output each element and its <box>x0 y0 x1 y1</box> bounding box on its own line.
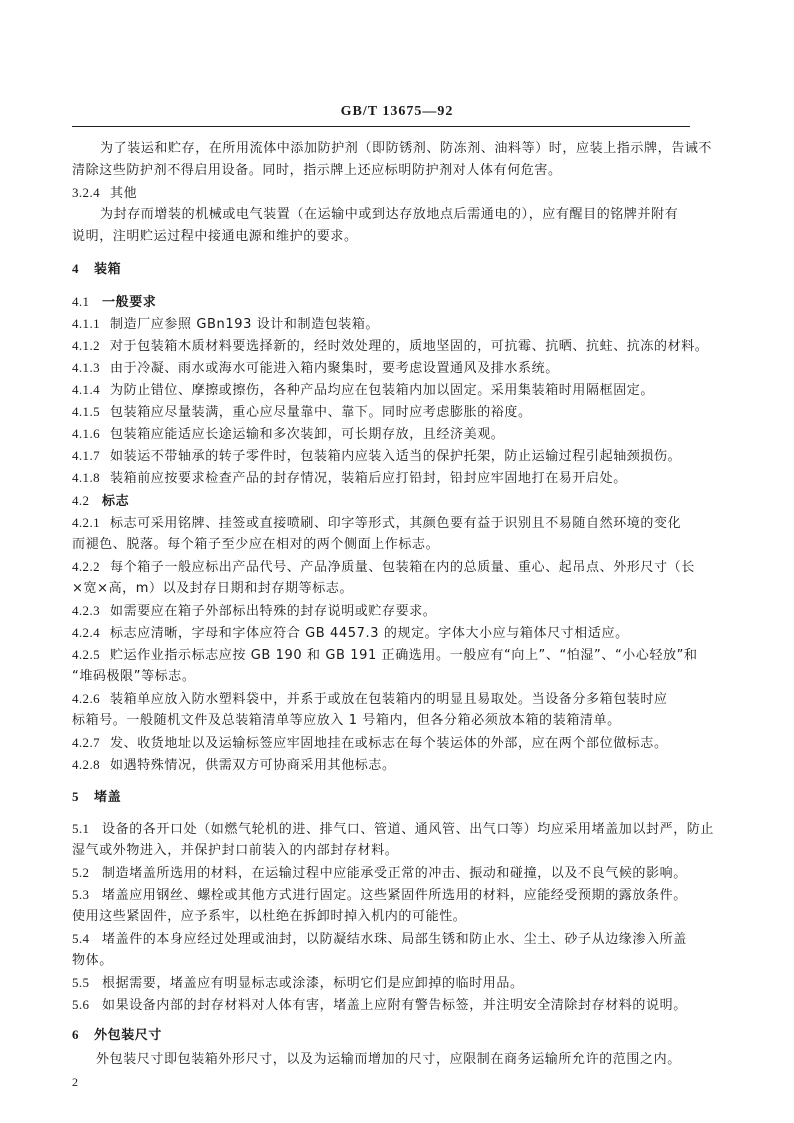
clause-line: 5.2 制造堵盖所选用的材料，在运输过程中应能承受正常的冲击、振动和碰撞，以及不良气候的影响。 <box>72 865 687 881</box>
paragraph-line: “堆码极限”等标志。 <box>72 669 196 684</box>
clause-line: 4.2.5 贮运作业指示标志应按 GB 190 和 GB 191 正确选用。一般应有“向上”、“怕湿”、“小心轻放”和 <box>72 647 698 663</box>
section-heading: 4.1 一般要求 <box>72 294 157 310</box>
paragraph-line: 使用这些紧固件，应予系牢，以杜绝在拆卸时掉入机内的可能性。 <box>72 909 467 924</box>
clause-line: 4.2.8 如遇特殊情况，供需双方可协商采用其他标志。 <box>72 757 396 773</box>
clause-line: 4.2.4 标志应清晰，字母和字体应符合 GB 4457.3 的规定。字体大小应与箱体尺寸相适应。 <box>72 625 629 641</box>
clause-line: 5.3 堵盖应用钢丝、螺栓或其他方式进行固定。这些紧固件所选用的材料，应能经受预期的露放条件。 <box>72 887 687 903</box>
paragraph-line: ×宽×高，m）以及封存日期和封存期等标志。 <box>72 581 354 596</box>
clause-line: 4.2.1 标志可采用铭牌、挂签或直接喷刷、印字等形式，其颜色要有益于识别且不易随自然环境的变化 <box>72 515 682 531</box>
paragraph-line: 清除这些防护剂不得启用设备。同时，指示牌上还应标明防护剂对人体有何危害。 <box>72 163 562 178</box>
section-heading: 4.2 标志 <box>72 493 130 509</box>
clause-line: 4.2.7 发、收货地址以及运输标签应牢固地挂在或标志在每个装运体的外部，应在两个部位做标志。 <box>72 735 668 751</box>
clause-line: 5.5 根据需要，堵盖应有明显标志或涂漆，标明它们是应卸掉的临时用品。 <box>72 975 524 991</box>
clause-line: 4.1.2 对于包装箱木质材料要选择新的，经时效处理的，质地坚固的，可抗霉、抗晒、抗蛀、抗冻的材料。 <box>72 338 709 354</box>
clause-line: 4.2.2 每个箱子一般应标出产品代号、产品净质量、包装箱在内的总质量、重心、起吊点、外形尺寸（长 <box>72 559 695 575</box>
clause-line: 4.1.7 如装运不带轴承的转子零件时，包装箱内应装入适当的保护托架，防止运输过程引起轴颈损伤。 <box>72 448 682 464</box>
paragraph-line: 物体。 <box>72 953 113 968</box>
paragraph-line: 为封存而增装的机械或电气装置（在运输中或到达存放地点后需通电的），应有醒目的铭牌并附有 <box>100 207 679 222</box>
clause-line: 4.1.8 装箱前应按要求检查产品的封存情况，装箱后应打铅封，铅封应牢固地打在易开启处。 <box>72 470 627 486</box>
clause-line: 4.1.3 由于冷凝、雨水或海水可能进入箱内聚集时，要考虑设置通风及排水系统。 <box>72 360 559 376</box>
chapter-heading: 6 外包装尺寸 <box>72 1027 163 1043</box>
chapter-heading: 5 堵盖 <box>72 789 122 805</box>
paragraph-line: 湿气或外物进入，并保护封口前装入的内部封存材料。 <box>72 843 399 858</box>
clause-line: 4.1.1 制造厂应参照 GBn193 设计和制造包装箱。 <box>72 316 380 332</box>
clause-line: 5.1 设备的各开口处（如燃气轮机的进、排气口、管道、通风管、出气口等）均应采用堵盖加以封严，防止 <box>72 821 715 837</box>
standard-code-header: GB/T 13675—92 <box>340 104 454 119</box>
page-number: 2 <box>72 1075 78 1089</box>
paragraph-line: 外包装尺寸即包装箱外形尺寸，以及为运输而增加的尺寸，应限制在商务运输所允许的范围之内。 <box>96 1052 681 1067</box>
section-heading: 3.2.4 其他 <box>72 185 138 201</box>
paragraph-line: 而褪色、脱落。每个箱子至少应在相对的两个侧面上作标志。 <box>72 537 440 552</box>
clause-line: 4.1.4 为防止错位、摩擦或擦伤，各种产品均应在包装箱内加以固定。采用集装箱时用隔框固定。 <box>72 382 655 398</box>
header-rule <box>72 126 690 127</box>
paragraph-line: 说明，注明贮运过程中接通电源和维护的要求。 <box>72 229 358 244</box>
clause-line: 4.1.5 包装箱应尽量装满，重心应尽量靠中、靠下。同时应考虑膨胀的裕度。 <box>72 404 532 420</box>
paragraph-line: 标箱号。一般随机文件及总装箱清单等应放入 1 号箱内，但各分箱必须放本箱的装箱清单。 <box>72 713 621 728</box>
chapter-heading: 4 装箱 <box>72 261 122 277</box>
clause-line: 4.1.6 包装箱应能适应长途运输和多次装卸，可长期存放，且经济美观。 <box>72 426 505 442</box>
clause-line: 4.2.6 装箱单应放入防水塑料袋中，并系于或放在包装箱内的明显且易取处。当设备分多箱包装时应 <box>72 691 668 707</box>
paragraph-line: 为了装运和贮存，在所用流体中添加防护剂（即防锈剂、防冻剂、油料等）时，应装上指示牌，告诫不 <box>100 141 713 156</box>
clause-line: 5.4 堵盖件的本身应经过处理或油封，以防凝结水珠、局部生锈和防止水、尘土、砂子从边缘渗入所盖 <box>72 931 687 947</box>
clause-line: 5.6 如果设备内部的封存材料对人体有害，堵盖上应附有警告标签，并注明安全清除封存材料的说明。 <box>72 997 687 1013</box>
clause-line: 4.2.3 如需要应在箱子外部标出特殊的封存说明或贮存要求。 <box>72 603 437 619</box>
